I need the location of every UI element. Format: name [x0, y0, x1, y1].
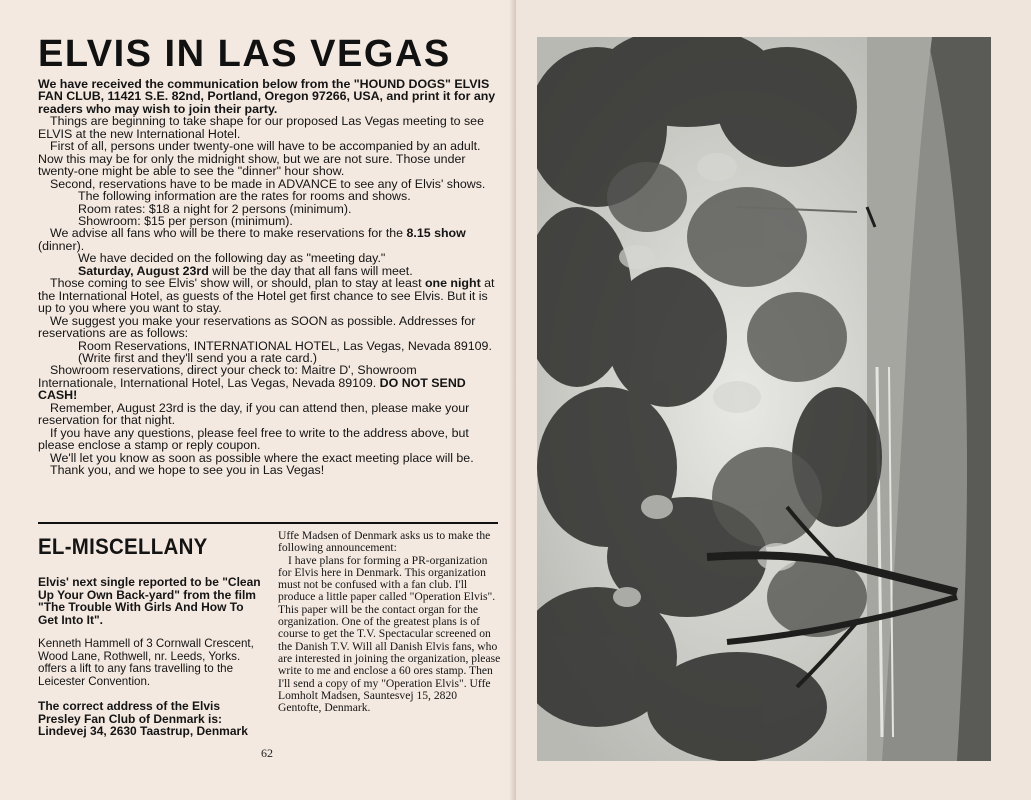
- miscellany-item: Kenneth Hammell of 3 Cornwall Crescent, Wood Lane, Rothwell, nr. Leeds, Yorks. offers a lift to any fans travelling to the Leicester Convention.: [38, 637, 254, 688]
- miscellany-item: I have plans for forming a PR-organization for Elvis here in Denmark. This organization must not be confused with a fan club. I'll produce a little paper called "Operation Elvis". This paper will be the contact organ for the organization. One of the greatest plans is of course to get the T.V. Spectacular screened on the Danish T.V. Will all Danish Elvis fans, who are interested in joining the organization, please write to me and enclose a 60 ores stamp. Then I'll send a copy of my "Operation Elvis". Uffe Lomholt Madsen, Sauntesvej 15, 2820 Gentofte, Denmark.: [278, 553, 501, 715]
- article-paragraph: The following information are the rates for rooms and shows.: [78, 189, 411, 204]
- miscellany-item: The correct address of the Elvis Presley Fan Club of Denmark is: Lindevej 34, 2630 Taastrup, Denmark: [38, 699, 248, 738]
- article-paragraph: Those coming to see Elvis' show will, or should, plan to stay at least one night at the International Hotel, as guests of the Hotel get first chance to see Elvis. But it is up to you where you want to stay.: [38, 276, 495, 316]
- article-paragraph: First of all, persons under twenty-one will have to be accompanied by an adult. Now this may be for only the midnight show, but we are not sure. Those under twenty-one might be able to see the "dinner" hour show.: [38, 139, 481, 179]
- article-title: ELVIS IN LAS VEGAS: [38, 33, 451, 75]
- miscellany-item: Uffe Madsen of Denmark asks us to make the following announcement:: [278, 529, 491, 555]
- room-reservations-address: Room Reservations, INTERNATIONAL HOTEL, Las Vegas, Nevada 89109. (Write first and they'll send you a rate card.): [78, 338, 492, 365]
- tree-lined-road-photo: [537, 37, 991, 761]
- article-paragraph: We have decided on the following day as "meeting day.": [78, 251, 386, 266]
- meeting-day: Saturday, August 23rd will be the day that all fans will meet.: [78, 263, 413, 278]
- article-closing: Thank you, and we hope to see you in Las Vegas!: [50, 463, 325, 478]
- article-paragraph: If you have any questions, please feel free to write to the address above, but please enclose a stamp or reply coupon.: [38, 425, 469, 453]
- article-lead: We have received the communication below from the "HOUND DOGS" ELVIS FAN CLUB, 11421 S.E. 82nd, Portland, Oregon 97266, USA, and print it for any readers who may wish to join their party.: [38, 77, 496, 116]
- showroom-rates: Showroom: $15 per person (minimum).: [78, 213, 293, 228]
- article-body: [38, 78, 498, 477]
- article-paragraph: We'll let you know as soon as possible where the exact meeting place will be.: [50, 450, 474, 465]
- article-paragraph: We suggest you make your reservations as SOON as possible. Addresses for reservations are as follows:: [38, 313, 476, 341]
- page-number: 62: [261, 746, 273, 760]
- section-divider: [38, 522, 498, 524]
- photograph: [537, 37, 991, 761]
- article-paragraph: Remember, August 23rd is the day, if you can attend then, please make your reservation for that night.: [38, 400, 470, 428]
- miscellany-column-right: [278, 530, 502, 714]
- miscellany-item: Elvis' next single reported to be "Clean Up Your Own Back-yard" from the film "The Trouble With Girls And How To Get Into It".: [38, 575, 261, 627]
- miscellany-title: EL-MISCELLANY: [38, 534, 208, 559]
- article-paragraph: Things are beginning to take shape for our proposed Las Vegas meeting to see ELVIS at the new International Hotel.: [38, 114, 484, 141]
- article-paragraph: We advise all fans who will be there to make reservations for the 8.15 show (dinner).: [38, 226, 466, 253]
- show-time: 8.15 show: [406, 226, 466, 241]
- room-rates: Room rates: $18 a night for 2 persons (minimum).: [78, 201, 352, 216]
- article-paragraph: Second, reservations have to be made in ADVANCE to see any of Elvis' shows.: [50, 176, 486, 191]
- showroom-reservations-address: Showroom reservations, direct your check to: Maitre D', Showroom Internationale, International Hotel, Las Vegas, Nevada 89109. DO NOT SEND CASH!: [38, 363, 466, 403]
- miscellany-column-left: [38, 534, 264, 750]
